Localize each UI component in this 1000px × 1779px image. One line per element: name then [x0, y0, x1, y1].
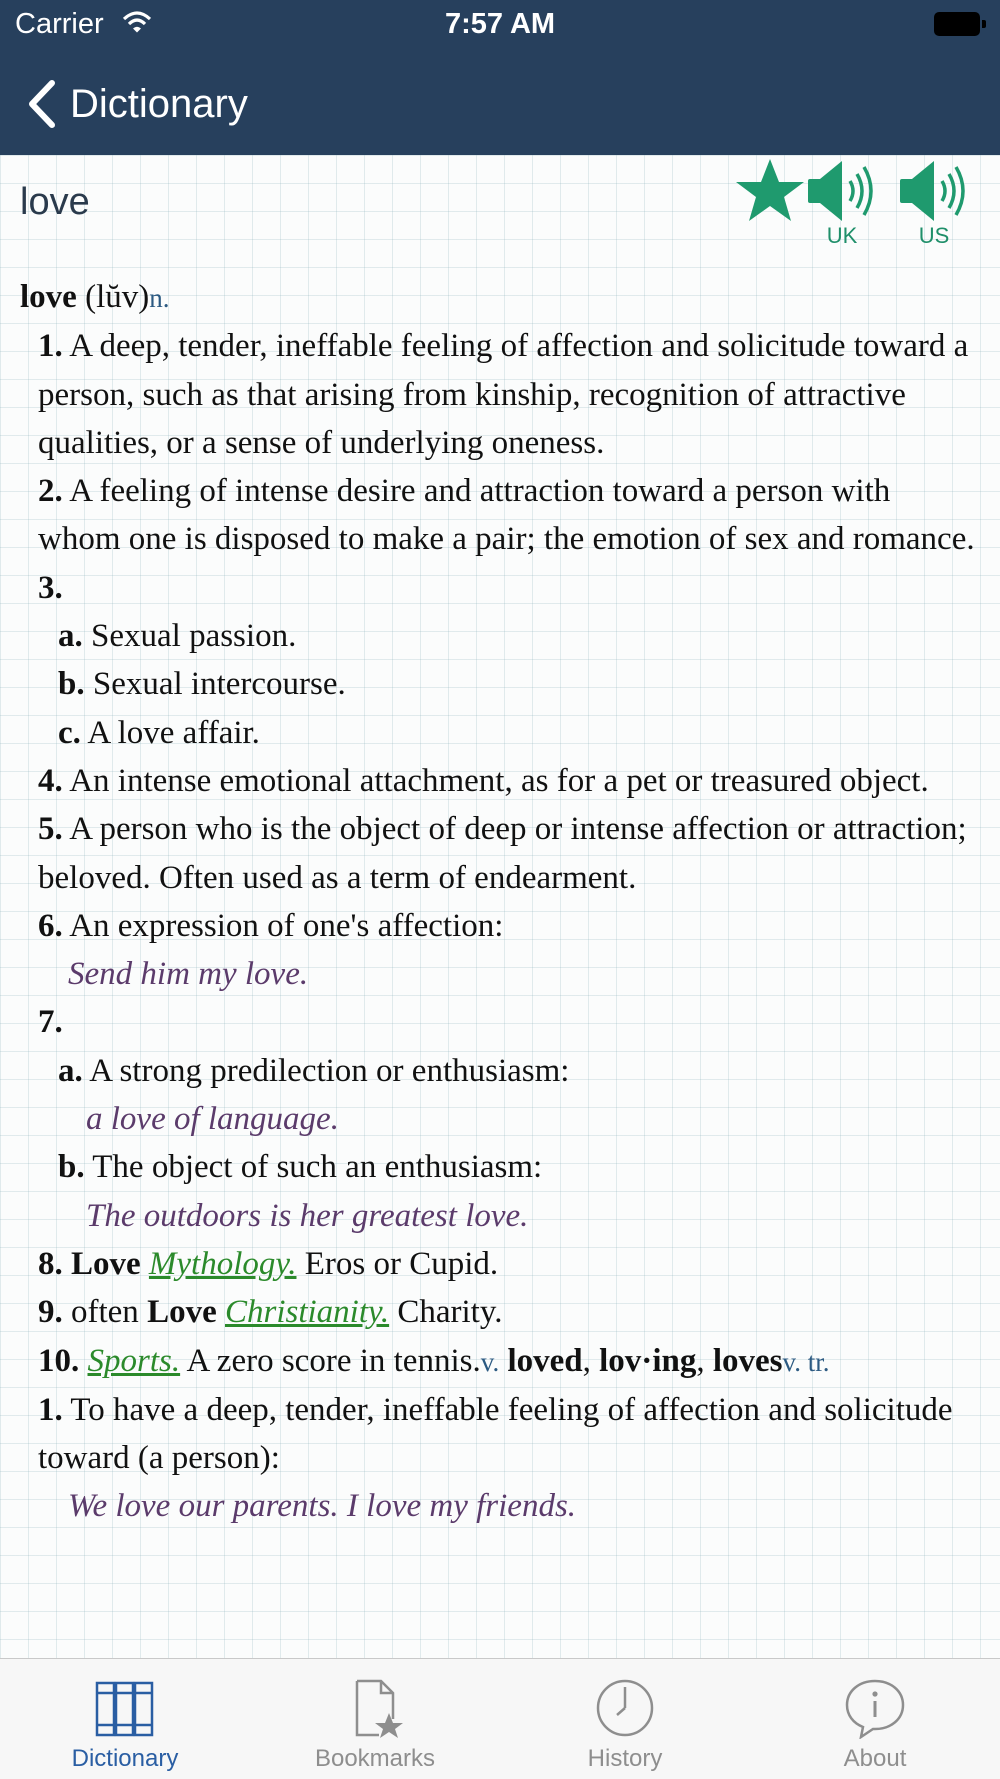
bookmark-file-icon	[343, 1677, 407, 1739]
tab-label: Bookmarks	[314, 1745, 436, 1772]
definition-item: 8. Love Mythology. Eros or Cupid.	[38, 1245, 499, 1282]
definition-item: 6. An expression of one's affection:	[38, 907, 504, 944]
usage-example: a love of language.	[86, 1101, 339, 1138]
star-icon	[734, 155, 806, 227]
sub-definition-item: c. A love affair.	[58, 714, 260, 751]
definition-item: 4. An intense emotional attachment, as for a pet or treasured object.	[38, 762, 929, 799]
definition-item: 2. A feeling of intense desire and attraction toward a person with whom one is disposed to make a pair; the emotion of sex and romance.	[38, 473, 975, 558]
christianity-link[interactable]: Christianity.	[224, 1294, 390, 1331]
tab-label: Dictionary	[71, 1745, 179, 1772]
back-button-label: Dictionary	[70, 81, 248, 126]
definition-item: 10. Sports. A zero score in tennis.v. loved, lov·ing, lovesv. tr.	[38, 1342, 830, 1379]
tab-dictionary[interactable]	[0, 1659, 250, 1779]
tab-history[interactable]	[500, 1659, 750, 1779]
info-bubble-icon	[843, 1677, 907, 1739]
part-of-speech: n.	[149, 283, 170, 313]
dictionary-entry	[20, 273, 980, 1531]
pronounce-uk-button[interactable]	[804, 155, 880, 255]
tab-bar	[0, 1658, 1000, 1779]
books-icon	[93, 1677, 157, 1739]
header-bar	[0, 0, 1000, 155]
tab-label: History	[587, 1745, 663, 1772]
bookmark-star-button[interactable]	[734, 155, 806, 227]
part-of-speech: v.	[480, 1346, 500, 1377]
mythology-link[interactable]: Mythology.	[148, 1245, 297, 1282]
tab-label: About	[843, 1745, 907, 1772]
sub-definition-item: b. Sexual intercourse.	[58, 666, 346, 703]
pronunciation: (lŭv)	[85, 279, 150, 315]
definition-item: 1. To have a deep, tender, ineffable feeling of affection and solicitude toward (a person):	[38, 1391, 953, 1477]
uk-label: UK	[826, 223, 858, 248]
definition-item: 1. A deep, tender, ineffable feeling of affection and solicitude toward a person, such as that arising from kinship, recognition of attractive qualities, or a sense of underlying oneness.	[38, 328, 969, 461]
entry-headline	[20, 273, 980, 322]
pronounce-us-button[interactable]	[896, 155, 972, 255]
status-bar	[0, 0, 1000, 50]
definition-item: 5. A person who is the object of deep or intense affection or attraction; beloved. Often used as a term of endearment.	[38, 811, 967, 896]
definition-item: 9. often Love Christianity. Charity.	[38, 1294, 503, 1331]
usage-example: Send him my love.	[68, 956, 309, 993]
usage-example: We love our parents. I love my friends.	[68, 1488, 577, 1525]
clock-icon	[593, 1677, 657, 1739]
sub-definition-item: b. The object of such an enthusiasm:	[58, 1149, 543, 1186]
definition-item: 7.	[38, 1004, 63, 1041]
tab-bookmarks[interactable]	[250, 1659, 500, 1779]
tab-about[interactable]	[750, 1659, 1000, 1779]
navigation-bar	[0, 60, 1000, 150]
headword: love	[20, 279, 77, 315]
part-of-speech: v. tr.	[782, 1346, 830, 1377]
chevron-left-icon	[26, 79, 56, 129]
definition-item: 3.	[38, 569, 63, 606]
usage-example: The outdoors is her greatest love.	[86, 1197, 529, 1234]
sub-definition-item: a. Sexual passion.	[58, 618, 297, 655]
word-title: love	[20, 181, 90, 223]
definition-view[interactable]	[0, 155, 1000, 1658]
speaker-icon	[896, 155, 972, 225]
status-time: 7:57 AM	[444, 8, 556, 40]
sports-link[interactable]: Sports.	[87, 1342, 181, 1379]
carrier-label: Carrier	[15, 8, 104, 40]
speaker-icon	[804, 155, 880, 225]
sub-definition-item: a. A strong predilection or enthusiasm:	[58, 1052, 570, 1089]
us-label: US	[918, 223, 950, 248]
battery-icon	[934, 12, 986, 36]
back-button[interactable]	[26, 76, 248, 132]
